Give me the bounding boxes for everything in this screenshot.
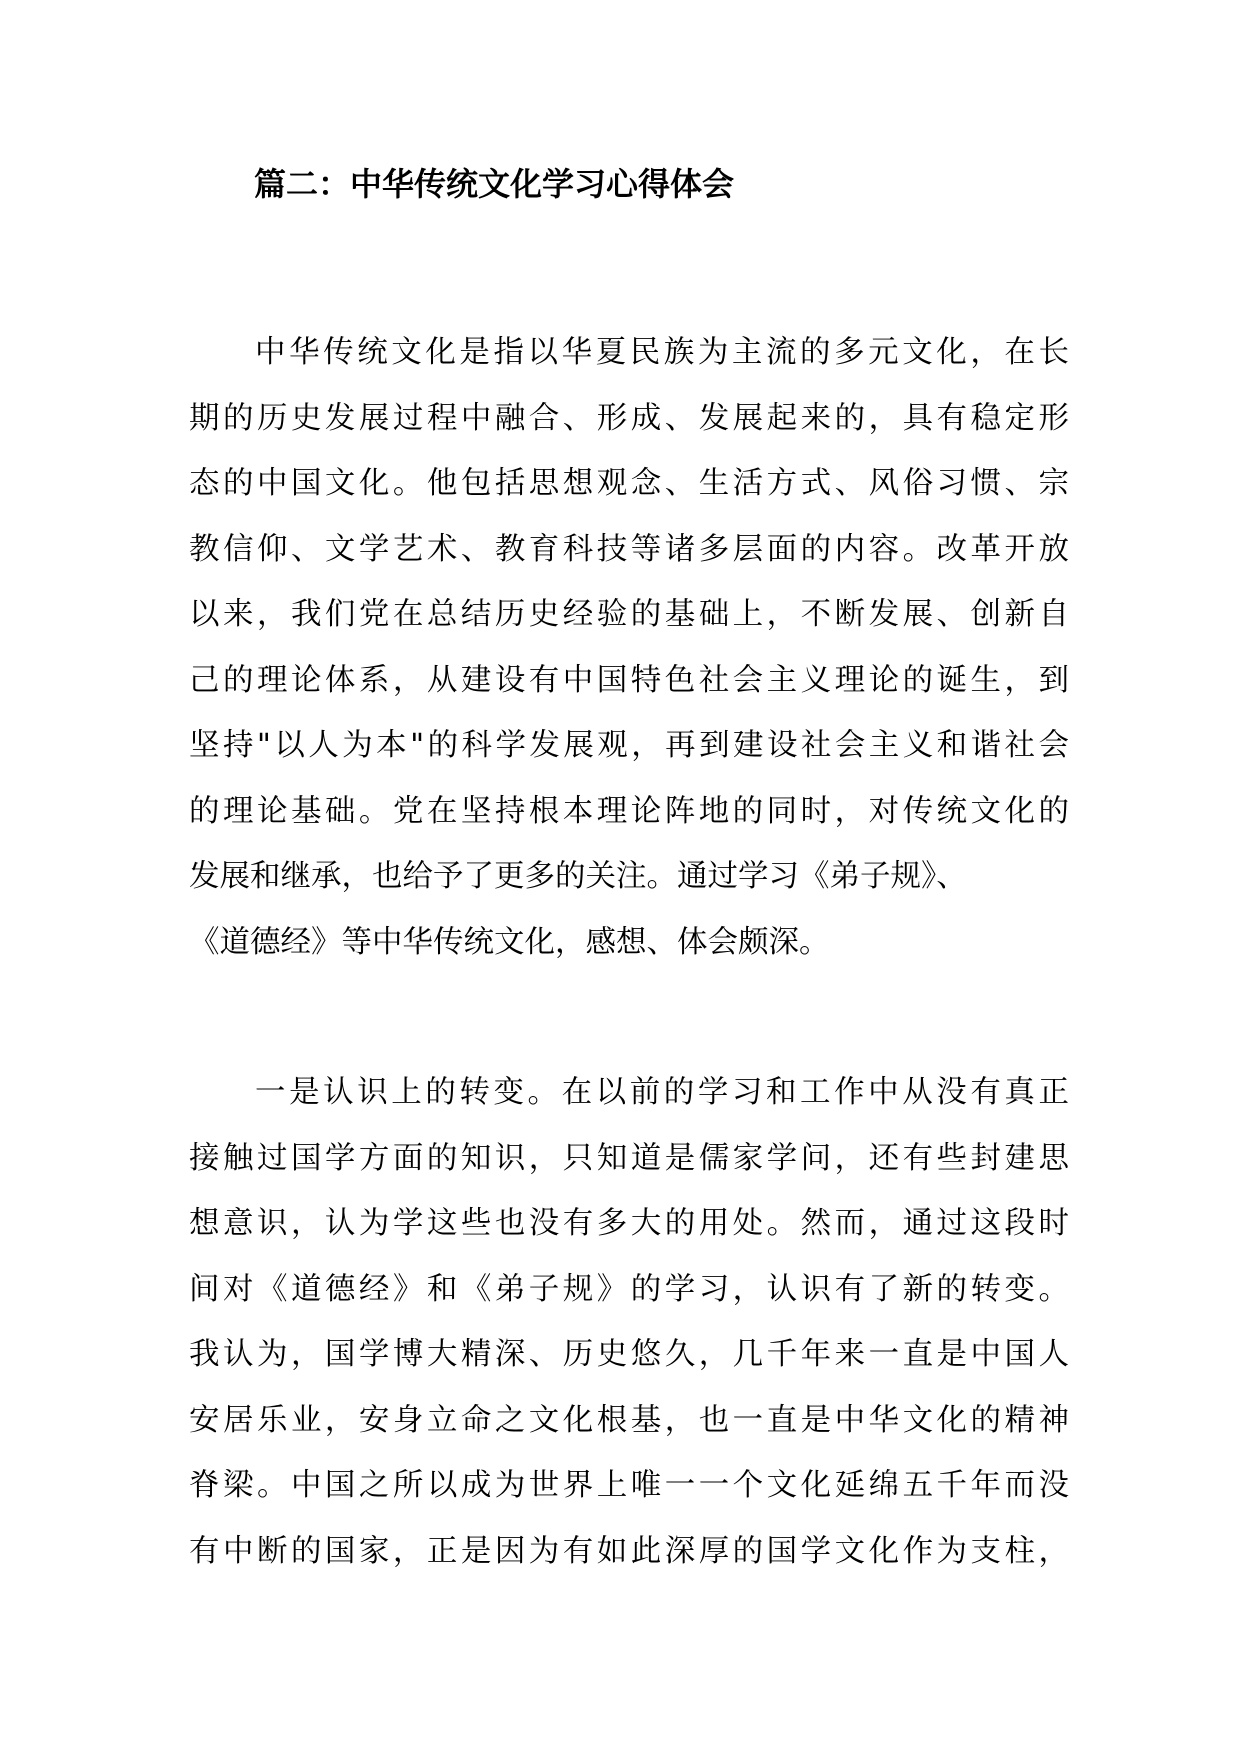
paragraph-line: 教信仰、文学艺术、教育科技等诸多层面的内容。改革开放	[189, 531, 1069, 567]
paragraph-line: 想意识，认为学这些也没有多大的用处。然而，通过这段时	[189, 1206, 1069, 1241]
paragraph-line: 间对《道德经》和《弟子规》的学习，认识有了新的转变。	[189, 1271, 1069, 1307]
paragraph-line: 期的历史发展过程中融合、形成、发展起来的，具有稳定形	[189, 400, 1069, 436]
document-title: 篇二：中华传统文化学习心得体会	[254, 165, 735, 203]
paragraph-line: 的理论基础。党在坚持根本理论阵地的同时，对传统文化的	[189, 793, 1069, 829]
paragraph-line: 《道德经》等中华传统文化，感想、体会颇深。	[189, 924, 830, 960]
paragraph-line: 己的理论体系，从建设有中国特色社会主义理论的诞生，到	[189, 662, 1069, 698]
paragraph-line: 以来，我们党在总结历史经验的基础上，不断发展、创新自	[189, 597, 1069, 632]
paragraph-line: 坚持"以人为本"的科学发展观，再到建设社会主义和谐社会	[189, 728, 1069, 763]
paragraph-1	[189, 320, 1069, 975]
paragraph-line: 态的中国文化。他包括思想观念、生活方式、风俗习惯、宗	[189, 466, 1069, 501]
paragraph-line: 中华传统文化是指以华夏民族为主流的多元文化，在长	[255, 335, 1069, 370]
paragraph-line: 发展和继承，也给予了更多的关注。通过学习《弟子规》、	[189, 859, 967, 894]
paragraph-line: 我认为，国学博大精深、历史悠久，几千年来一直是中国人	[189, 1337, 1069, 1372]
paragraph-line: 脊梁。中国之所以成为世界上唯一一个文化延绵五千年而没	[189, 1468, 1069, 1503]
paragraph-line: 有中断的国家，正是因为有如此深厚的国学文化作为支柱，	[189, 1533, 1069, 1569]
paragraph-line: 接触过国学方面的知识，只知道是儒家学问，还有些封建思	[189, 1140, 1069, 1176]
paragraph-line: 一是认识上的转变。在以前的学习和工作中从没有真正	[255, 1075, 1069, 1110]
paragraph-line: 安居乐业，安身立命之文化根基，也一直是中华文化的精神	[189, 1402, 1069, 1438]
paragraph-2	[189, 1060, 1069, 1584]
